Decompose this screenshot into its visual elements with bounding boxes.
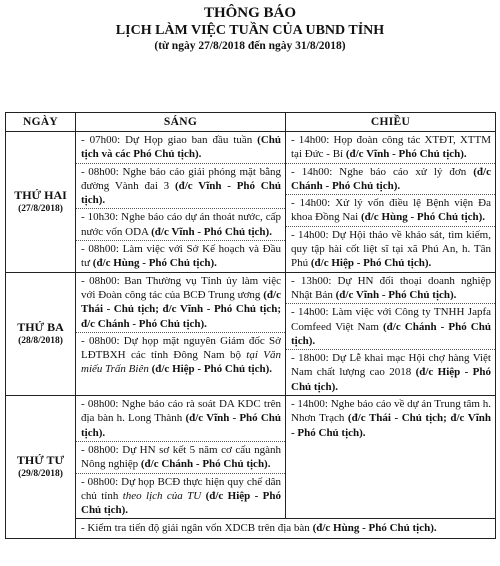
document-title: THÔNG BÁO <box>203 5 297 21</box>
entry-assignee: (đ/c Chánh - Phó Chủ tịch). <box>291 320 491 347</box>
entry-text: - 14h00: Nghe báo cáo về dự án Trung tâm h. Nhơn Trạch <box>291 398 491 425</box>
entry-assignee: (đ/c Hùng - Phó Chủ tịch). <box>360 211 486 224</box>
entry-assignee: (đ/c Vĩnh - Phó Chủ tịch). <box>335 288 457 301</box>
morning-cell <box>76 132 286 273</box>
col-header-afternoon: CHIỀU <box>286 113 496 132</box>
list-item <box>76 132 285 164</box>
entry-text: - 10h30: Nghe báo cáo dự án thoát nước, cấp nước vốn ODA <box>81 211 281 238</box>
list-item <box>286 164 495 196</box>
list-item <box>286 304 495 350</box>
list-item <box>76 241 285 272</box>
list-item <box>286 350 495 395</box>
list-item <box>76 333 285 378</box>
list-item <box>76 396 285 442</box>
full-day-cell <box>76 519 496 538</box>
entry-assignee: (đ/c Vĩnh - Phó Chủ tịch). <box>81 412 281 439</box>
col-header-morning: SÁNG <box>76 113 286 132</box>
day-cell <box>6 132 76 273</box>
day-date: (28/8/2018) <box>18 335 63 346</box>
entry-text: - 18h00: Dự Lễ khai mạc Hội chợ hàng Việt Nam chất lượng cao 2018 <box>291 352 491 379</box>
entry-text: - 14h00: Xử lý vốn điều lệ Bệnh viện Đa khoa Đồng Nai <box>291 197 491 224</box>
entry-assignee: (đ/c Hiệp - Phó Chủ tịch). <box>151 363 272 376</box>
entry-assignee: (đ/c Hiệp - Phó Chủ tịch). <box>81 489 281 517</box>
entry-text: - 14h00: Dự Hội thảo về khảo sát, tìm kiếm, quy tập hài cốt liệt sĩ tại xã Phú An, h. Tân Phú <box>291 228 491 270</box>
list-item <box>76 474 285 519</box>
table-row <box>6 132 496 273</box>
entry-text: - 08h00: Dự họp BCĐ thực hiện quy chế dân chủ tỉnh <box>81 475 281 502</box>
entry-assignee: (đ/c Thái - Chủ tịch; đ/c Vĩnh - Phó Chủ tịch; đ/c Chánh - Phó Chủ tịch). <box>81 288 281 330</box>
entry-assignee: (đ/c Vĩnh - Phó Chủ tịch). <box>151 225 272 238</box>
entry-assignee: (Chủ tịch và các Phó Chủ tịch). <box>81 134 281 161</box>
morning-cell <box>76 272 286 395</box>
morning-cell <box>76 396 286 519</box>
day-cell <box>6 272 76 395</box>
day-date: (29/8/2018) <box>18 468 63 479</box>
list-item <box>286 132 495 164</box>
afternoon-cell <box>286 132 496 273</box>
entry-assignee: (đ/c Hiệp - Phó Chủ tịch). <box>291 366 491 393</box>
entry-assignee: (đ/c Vĩnh - Phó Chủ tịch). <box>81 179 281 207</box>
day-date: (27/8/2018) <box>18 203 63 214</box>
day-cell <box>6 396 76 539</box>
entry-text: - 14h00: Họp đoàn công tác XTĐT, XTTM tại Đức - Bỉ <box>291 134 491 161</box>
entry-text: - 14h00: Nghe báo cáo xử lý đơn <box>291 165 474 178</box>
entry-text: - Kiểm tra tiến độ giải ngân vốn XDCB trên địa bàn <box>81 522 313 535</box>
list-item <box>76 519 495 537</box>
entry-text: - 08h00: Dự HN sơ kết 5 năm cơ cấu ngành Nông nghiệp <box>81 443 281 471</box>
afternoon-cell <box>286 396 496 519</box>
document-subtitle: LỊCH LÀM VIỆC TUẦN CỦA UBND TỈNH <box>115 23 385 38</box>
entry-assignee: (đ/c Vĩnh - Phó Chủ tịch). <box>345 148 467 161</box>
list-item <box>76 442 285 474</box>
entry-text: - 08h00: Nghe báo cáo giải phóng mặt bằng đường Vành đai 3 <box>81 165 281 192</box>
entry-assignee: (đ/c Thái - Chủ tịch; đ/c Vĩnh - Phó Chủ tịch). <box>291 412 491 439</box>
entry-text: - 08h00: Làm việc với Sở Kế hoạch và Đầu tư <box>81 243 281 270</box>
table-row <box>6 272 496 395</box>
list-item <box>76 273 285 333</box>
list-item <box>286 195 495 227</box>
date-range: (từ ngày 27/8/2018 đến ngày 31/8/2018) <box>154 40 346 52</box>
entry-text: - 08h00: Dự họp mặt nguyên Giám đốc Sở LĐTBXH các tỉnh Đông Nam bộ <box>81 334 281 362</box>
entry-text: - 13h00: Dự HN đối thoại doanh nghiệp Nhật Bản <box>291 274 491 301</box>
entry-text: - 07h00: Dự Họp giao ban đầu tuần <box>81 134 258 146</box>
table-row <box>6 396 496 519</box>
entry-assignee: (đ/c Hùng - Phó Chủ tịch). <box>92 257 217 270</box>
entry-assignee: (đ/c Hiệp - Phó Chủ tịch). <box>310 257 432 270</box>
entry-text: - 14h00: Làm việc với Công ty TNHH Japfa Comfeed Việt Nam <box>291 306 491 333</box>
list-item <box>286 227 495 272</box>
entry-text: - 08h00: Nghe báo cáo rà soát DA KDC trên địa bàn h. Long Thành <box>81 398 281 425</box>
entry-assignee: (đ/c Hùng - Phó Chủ tịch). <box>312 522 437 535</box>
entry-text: - 08h00: Ban Thường vụ Tỉnh ủy làm việc với Đoàn công tác của BCĐ Trung ương <box>81 274 281 301</box>
col-header-day: NGÀY <box>6 113 76 132</box>
list-item <box>76 209 285 241</box>
day-name: THỨ TƯ <box>16 452 65 467</box>
table-header-row <box>6 113 496 132</box>
schedule-table <box>5 112 496 539</box>
entry-assignee: (đ/c Chánh - Phó Chủ tịch). <box>291 165 491 192</box>
list-item <box>286 396 495 441</box>
list-item <box>286 273 495 305</box>
day-name: THỨ HAI <box>14 187 67 202</box>
entry-assignee: (đ/c Chánh - Phó Chủ tịch). <box>140 458 271 471</box>
entry-location: tại Văn miếu Trấn Biên <box>81 349 281 376</box>
afternoon-cell <box>286 272 496 395</box>
day-name: THỨ BA <box>17 319 64 334</box>
document-header <box>0 0 500 54</box>
list-item <box>76 164 285 210</box>
table-row <box>6 519 496 538</box>
entry-location: theo lịch của TU <box>122 489 206 502</box>
